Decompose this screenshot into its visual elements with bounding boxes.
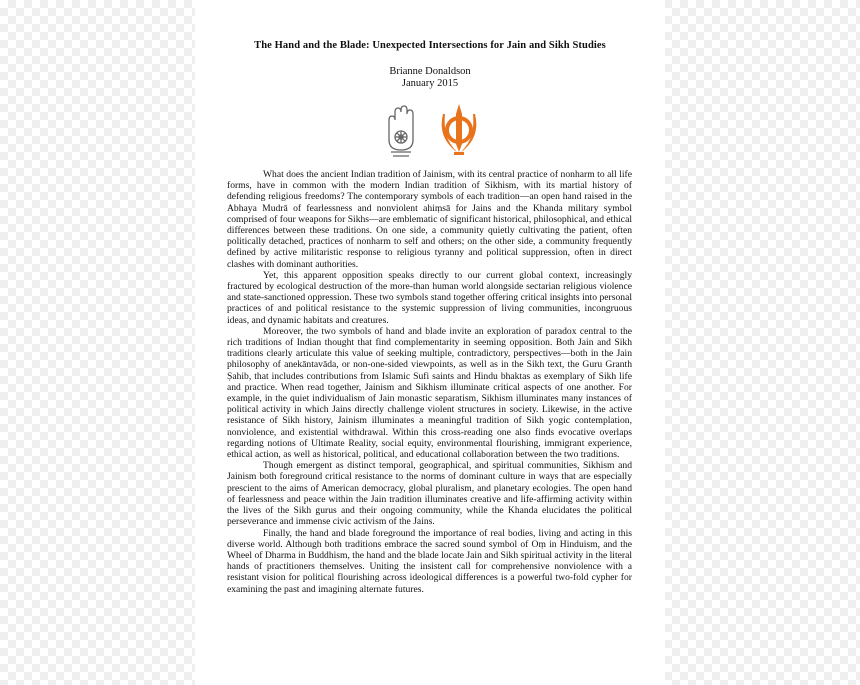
paragraph-2: Yet, this apparent opposition speaks directly to our current global context, increasingly fractured by ecological destruction of the more-than human world alongside sectarian religious violence and state-sanctioned oppression. These two symbols stand together offering critical insights into personal practices of and political resistance to the systemic suppression of living communities, incongruous ideas, and dynamic habitats and creatures. <box>227 269 632 326</box>
jain-hand-emblem <box>377 100 425 160</box>
sikh-khanda-emblem <box>435 100 483 160</box>
document-page <box>195 0 665 685</box>
paragraph-5: Finally, the hand and blade foreground the importance of real bodies, living and acting in this diverse world. Although both traditions embrace the sacred sound symbol of Oṃ in Hinduism, and the Wheel of Dharma in Buddhism, the hand and the blade locate Jain and Sikh spiritual activity in the literal hands of practitioners themselves. Uniting the insistent call for comprehensive nonviolence with a resistant vision for political flourishing across ideological differences is a powerful two-fold cypher for examining the past and imagining alternate futures. <box>227 527 632 595</box>
author-block <box>195 66 665 90</box>
author-name: Brianne Donaldson <box>389 66 471 77</box>
paragraph-4: Though emergent as distinct temporal, geographical, and spiritual communities, Sikhism and Jainism both foreground critical resistance to the norms of dominant culture in ways that are especially prescient to the aims of American democracy, global pluralism, and planetary ecologies. The open hand of fearlessness and peace within the Jain tradition illuminates creative and life-affirming activity within the lives of the Sikh gurus and their ongoing community, while the Khanda elucidates the political perseverance and immense civic activism of the Jains. <box>227 460 632 528</box>
document-date: January 2015 <box>401 78 459 89</box>
paragraph-3: Moreover, the two symbols of hand and blade invite an exploration of paradox central to the rich traditions of Indian thought that find complementarity in seeming opposition. Both Jain and Sikh traditions clearly articulate this value of seeking multiple, contradictory, perspectives—both in the Jain philosophy of anekāntavāda, or non-one-sided viewpoints, as well as in the Sikh text, the Guru Granth Ṣahib, that includes contributions from Islamic Sufi saints and Hindu bhaktas as exemplary of Sikh life and practice. When read together, Jainism and Sikhism illuminate critical aspects of one another. For example, in the quiet individualism of Jain monastic separatism, Sikhism illuminates many instances of political activity in which Jains directly challenge violent structures in society. Likewise, in the active resistance of Sikh history, Jainism illuminates a meaningful tradition of Sikh yogic contemplation, nonviolence, and existential withdrawal. Within this cross-reading one also finds evocative overlaps regarding notions of Ultimate Reality, social equity, environmental flourishing, immigrant experience, ethical action, as well as historical, political, and educational collaboration between the two traditions. <box>227 325 632 461</box>
document-title: The Hand and the Blade: Unexpected Intersections for Jain and Sikh Studies <box>254 40 606 51</box>
body-text <box>227 169 632 595</box>
paragraph-1: What does the ancient Indian tradition of Jainism, with its central practice of nonharm to all life forms, have in common with the modern Indian tradition of Sikhism, with its martial history of defending religious freedoms? The contemporary symbols of each tradition—an open hand raised in the Abhaya Mudrā of fearlessness and nonviolent ahiṃsā for Jains and the Khanda military symbol comprised of four weapons for Sikhs—are emblematic of significant historical, philosophical, and ethical differences between these traditions. On one side, a community quietly cultivating the patient, often politically detached, practices of nonharm to self and others; on the other side, a community frequently defined by active militaristic response to religious tyranny and political suppression, often in direct clashes with dominant authorities. <box>227 169 632 270</box>
emblem-row <box>195 100 665 160</box>
